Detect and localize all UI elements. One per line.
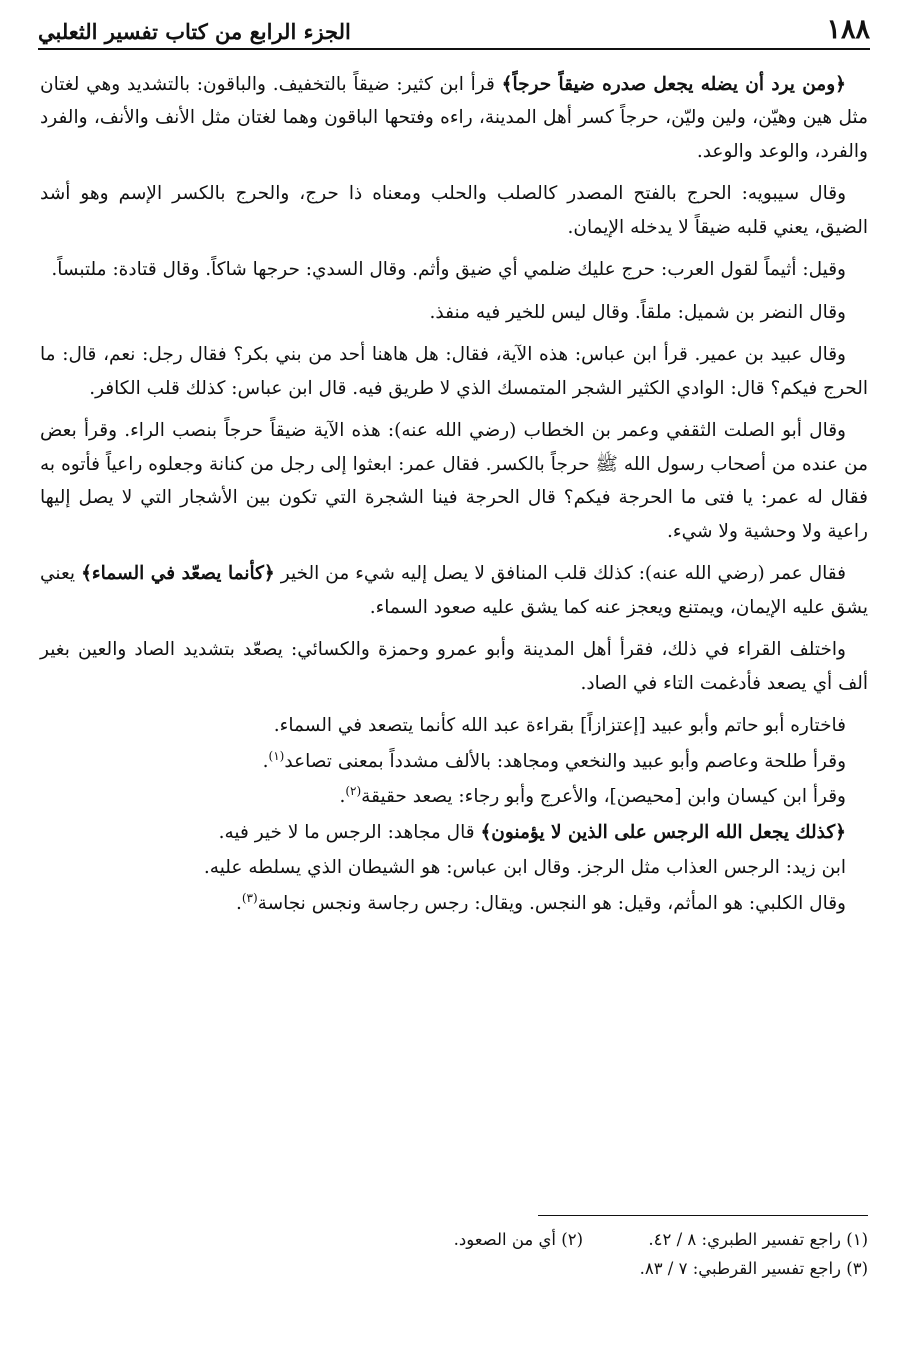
paragraph-text: قال مجاهد: الرجس ما لا خير فيه. (218, 821, 481, 843)
paragraph-text: وقال سيبويه: الحرج بالفتح المصدر كالصلب والحلب ومعناه ذا حرج، والحرج بالكسر الإسم وهو أشد الضيق، يعني قلبه ضيقاً لا يدخله الإيمان. (40, 183, 868, 238)
paragraph-text: فقال عمر (رضي الله عنه): كذلك قلب المنافق لا يصل إليه شيء من الخير (274, 563, 846, 585)
footnote-2: (٢) أي من الصعود. (453, 1230, 583, 1249)
footnote-reference: (١) (268, 748, 285, 763)
paragraph-text: فاختاره أبو حاتم وأبو عبيد [إعتزازاً] بقراءة عبد الله كأنما يتصعد في السماء. (273, 715, 846, 737)
page-header (38, 12, 870, 50)
paragraph-text-after: . (235, 892, 242, 914)
footnote-1: (١) راجع تفسير الطبري: ٨ / ٤٢. (648, 1230, 868, 1249)
footnote-divider (538, 1215, 868, 1216)
footnote-3: (٣) راجع تفسير القرطبي: ٧ / ٨٣. (639, 1258, 868, 1278)
footnote-reference: (٢) (345, 784, 362, 799)
page-number: ١٨٨ (826, 14, 870, 45)
paragraph (40, 745, 868, 778)
footnote-row (40, 1255, 868, 1284)
paragraph (40, 68, 868, 168)
paragraph (40, 557, 868, 624)
footnote-row (40, 1226, 868, 1255)
footnotes (40, 1226, 868, 1284)
page-body (40, 68, 868, 922)
paragraph-text: وقرأ ابن كيسان وابن [محيصن]، والأعرج وأبو رجاء: يصعد حقيقة (361, 786, 846, 808)
paragraph-text: وقرأ طلحة وعاصم وأبو عبيد والنخعي ومجاهد: بالألف مشدداً بمعنى تصاعد (284, 750, 846, 772)
paragraph (40, 633, 868, 700)
paragraph-text: وقال الكلبي: هو المأثم، وقيل: هو النجس. ويقال: رجس رجاسة ونجس نجاسة (257, 892, 846, 914)
paragraph (40, 816, 868, 849)
quran-verse: ﴿كأنما يصعّد في السماء﴾ (81, 563, 275, 585)
quran-verse: ﴿ومن يرد أن يضله يجعل صدره ضيقاً حرجاً﴾ (501, 74, 846, 95)
paragraph-text: وقيل: أثيماً لقول العرب: حرج عليك ضلمي أي ضيق وأثم. وقال السدي: حرجها شاكاً. وقال قتادة: ملتبساً. (51, 259, 846, 281)
paragraph-text: ابن زيد: الرجس العذاب مثل الرجز. وقال ابن عباس: هو الشيطان الذي يسلطه عليه. (203, 857, 846, 879)
paragraph-text: واختلف القراء في ذلك، فقرأ أهل المدينة وأبو عمرو وحمزة والكسائي: يصعّد بتشديد الصاد والعين بغير ألف أي يصعد فأدغمت التاء في الصاد. (40, 639, 868, 694)
paragraph (40, 296, 868, 329)
paragraph (40, 414, 868, 548)
running-title: الجزء الرابع من كتاب تفسير الثعلبي (38, 19, 351, 44)
quran-verse: ﴿كذلك يجعل الله الرجس على الذين لا يؤمنون﴾ (480, 821, 846, 843)
paragraph-text-after: . (339, 786, 346, 808)
paragraph (40, 177, 868, 244)
paragraph-text: وقال أبو الصلت الثقفي وعمر بن الخطاب (رضي الله عنه): هذه الآية ضيقاً حرجاً بنصب الراء. وقرأ بعض من عنده من أصحاب رسول الله ﷺ حرجاً بالكسر. فقال عمر: ابعثوا إلى رجل من كنانة وجعلوه راعياً فأتوه به فقال له عمر: يا فتى ما الحرجة فيكم؟ قال الحرجة فينا الشجرة التي تكون بين الأشجار التي لا يصل إليها راعية ولا وحشية ولا شيء. (40, 420, 868, 542)
paragraph-text-after: يعني يشق عليه الإيمان، ويمتنع ويعجز عنه كما يشق عليه صعود السماء. (40, 563, 868, 618)
paragraph (40, 253, 868, 286)
paragraph (40, 851, 868, 884)
paragraph (40, 709, 868, 742)
paragraph-text: قرأ ابن كثير: ضيقاً بالتخفيف. والباقون: بالتشديد وهي لغتان مثل هين وهيّن، ولين وليّن، حرجاً كسر أهل المدينة، راءه وفتحها الباقون وهما لغتان مثل الأنف والأنف، والفرد والفرد، والوعد والوعد. (40, 74, 868, 162)
footnote-reference: (٣) (241, 890, 258, 905)
paragraph-text-after: . (262, 750, 269, 772)
paragraph-text: وقال النضر بن شميل: ملقاً. وقال ليس للخير فيه منفذ. (429, 301, 846, 323)
paragraph (40, 780, 868, 813)
paragraph (40, 338, 868, 405)
paragraph (40, 887, 868, 920)
paragraph-text: وقال عبيد بن عمير. قرأ ابن عباس: هذه الآية، فقال: هل هاهنا أحد من بني بكر؟ فقال رجل: نعم، قال: ما الحرج فيكم؟ قال: الوادي الكثير الشجر المتمسك الذي لا طريق فيه. قال ابن عباس: كذلك قلب الكافر. (40, 344, 868, 399)
